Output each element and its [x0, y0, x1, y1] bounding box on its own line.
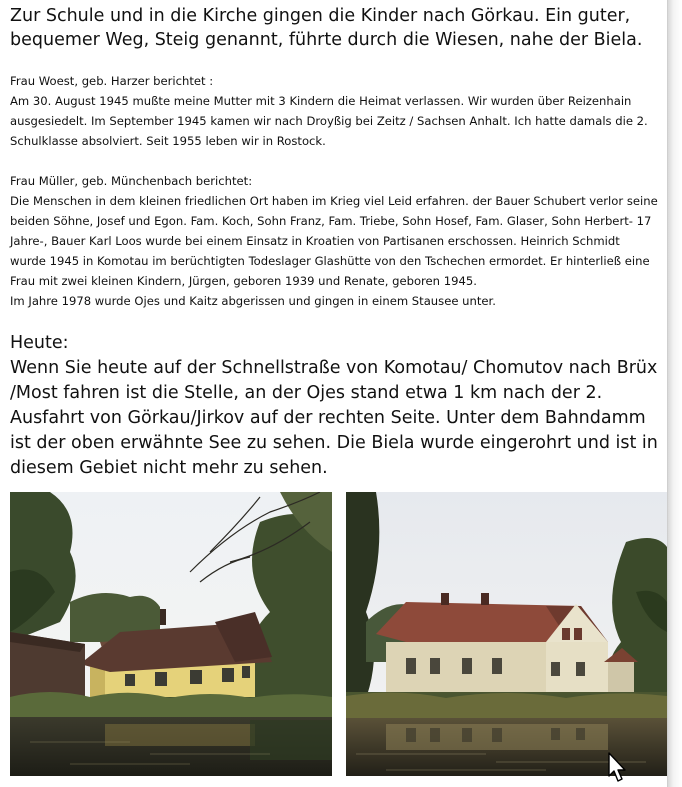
photo-house-white: [346, 492, 667, 776]
report-mueller-closing: Im Jahre 1978 wurde Ojes und Kaitz abgerissen und gingen in einem Stausee unter.: [10, 294, 496, 308]
photo-house-white-icon: [346, 492, 667, 776]
photo-house-yellow: [10, 492, 332, 776]
report-mueller-heading: Frau Müller, geb. Münchenbach berichtet:: [10, 174, 253, 188]
page-shadow: [668, 0, 682, 787]
report-woest-heading: Frau Woest, geb. Harzer berichtet :: [10, 74, 214, 88]
report-mueller-text: Die Menschen in dem kleinen friedlichen Ort haben im Krieg viel Leid erfahren. der Bauer Schubert verlor seine beiden Söhne, Josef und Egon. Fam. Koch, Sohn Franz, Fam. Triebe, Sohn Hosef, Fam. Glaser, Sohn Herbert- 17 Jahre-, Bauer Karl Loos wurde bei einem Einsatz in Kroatien von Partisanen erschossen. Heinrich Schmidt wurde 1945 in Komotau im berüchtigten Todeslager Glashütte von den Tschechen ermordet. Er hinterließ eine Frau mit zwei kleinen Kindern, Jürgen, geboren 1939 und Renate, geboren 1945.: [10, 194, 658, 288]
report-mueller: [10, 171, 658, 311]
report-woest: [10, 71, 658, 151]
mouse-cursor-icon: [608, 752, 628, 784]
heute-heading: Heute:: [10, 333, 69, 353]
photo-house-yellow-icon: [10, 492, 332, 776]
report-woest-text: Am 30. August 1945 mußte meine Mutter mit 3 Kindern die Heimat verlassen. Wir wurden über Reizenhain ausgesiedelt. Im September 1945 kamen wir nach Droyßig bei Zeitz / Sachsen Anhalt. Ich hatte damals die 2. Schulklasse absolviert. Seit 1955 leben wir in Rostock.: [10, 94, 648, 148]
intro-paragraph: Zur Schule und in die Kirche gingen die Kinder nach Görkau. Ein guter, bequemer Weg, Steig genannt, führte durch die Wiesen, nahe der Biela.: [10, 6, 643, 50]
heute-paragraph: Wenn Sie heute auf der Schnellstraße von Komotau/ Chomutov nach Brüx /Most fahren ist die Stelle, an der Ojes stand etwa 1 km nach der 2. Ausfahrt von Görkau/Jirkov auf der rechten Seite. Unter dem Bahndamm ist der oben erwähnte See zu sehen. Die Biela wurde eingerohrt und ist in diesem Gebiet nicht mehr zu sehen.: [10, 358, 658, 478]
